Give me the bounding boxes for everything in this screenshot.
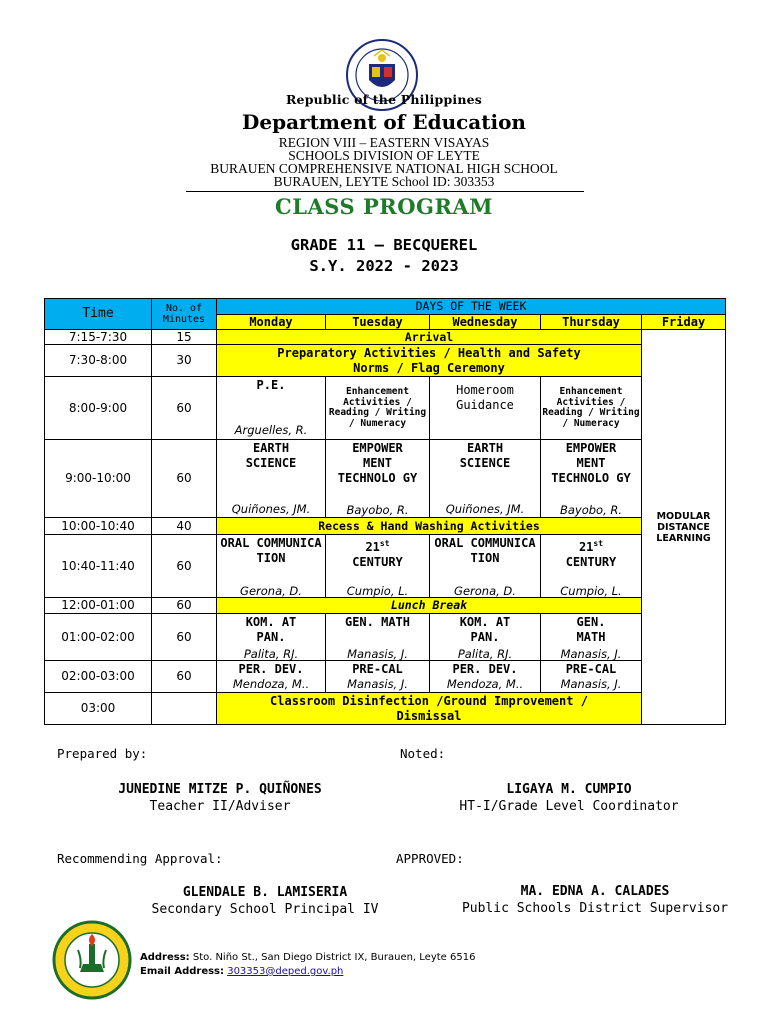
teacher-name: Manasis, J. (560, 646, 622, 661)
time-cell: 10:40-11:40 (45, 535, 152, 598)
grade-section: GRADE 11 – BECQUEREL (290, 236, 478, 254)
header-thursday: Thursday (541, 315, 642, 330)
class-cell (430, 661, 541, 693)
class-cell (430, 440, 541, 518)
approved-name: MA. EDNA A. CALADES (520, 884, 670, 899)
table-row (45, 535, 726, 598)
teacher-name: Gerona, D. (240, 583, 302, 598)
footer-email: Email Address: 303353@deped.gov.ph (140, 966, 344, 977)
activity-arrival: Arrival (217, 330, 642, 345)
time-cell: 01:00-02:00 (45, 614, 152, 661)
time-cell: 7:30-8:00 (45, 345, 152, 377)
approved-position: Public Schools District Supervisor (461, 901, 729, 916)
teacher-name: Bayobo, R. (559, 502, 623, 517)
teacher-name: Palita, RJ. (243, 646, 299, 661)
subject-name: EMPOWER MENT TECHNOLO GY (551, 441, 631, 485)
header-wednesday: Wednesday (430, 315, 541, 330)
table-row (45, 598, 726, 614)
minutes-cell: 60 (152, 661, 217, 693)
school-year: S.Y. 2022 - 2023 (309, 257, 459, 275)
subject-name: PRE-CAL (565, 662, 617, 676)
subject-name: PER. DEV. (238, 662, 304, 676)
noted-label: Noted: (400, 746, 446, 761)
class-cell: Homeroom Guidance (430, 377, 541, 440)
minutes-cell: 60 (152, 440, 217, 518)
table-row (45, 518, 726, 535)
department-heading: Department of Education (242, 110, 526, 134)
time-cell: 03:00 (45, 693, 152, 725)
recommending-name: GLENDALE B. LAMISERIA (182, 885, 348, 900)
table-row (45, 661, 726, 693)
recommending-position: Secondary School Principal IV (151, 902, 379, 917)
noted-by-position: HT-I/Grade Level Coordinator (459, 799, 679, 814)
division-line: SCHOOLS DIVISION OF LEYTE (288, 148, 480, 163)
class-cell (430, 614, 541, 661)
subject-name: 21st CENTURY (565, 539, 617, 569)
class-cell (217, 661, 326, 693)
header-monday: Monday (217, 315, 326, 330)
location-line: BURAUEN, LEYTE School ID: 303353 (273, 174, 495, 189)
time-cell: 10:00-10:40 (45, 518, 152, 535)
header-time: Time (45, 299, 152, 330)
subject-name: P.E. (256, 378, 286, 392)
time-cell: 8:00-9:00 (45, 377, 152, 440)
school-seal-logo (52, 920, 132, 1000)
class-cell (326, 614, 430, 661)
subject-name: EARTH SCIENCE (459, 441, 511, 470)
class-program-title: CLASS PROGRAM (275, 194, 493, 219)
teacher-name: Manasis, J. (560, 677, 622, 691)
class-cell (326, 535, 430, 598)
class-cell (541, 440, 642, 518)
activity-preparatory: Preparatory Activities / Health and Safety Norms / Flag Ceremony (217, 345, 642, 377)
region-line: REGION VIII – EASTERN VISAYAS (278, 135, 490, 150)
time-cell: 7:15-7:30 (45, 330, 152, 345)
header-tuesday: Tuesday (326, 315, 430, 330)
email-link[interactable]: 303353@deped.gov.ph (227, 966, 344, 977)
subject-name: GEN. MATH (576, 615, 606, 644)
prepared-by-position: Teacher II/Adviser (149, 799, 291, 814)
subject-name: GEN. MATH (344, 615, 411, 629)
teacher-name: Manasis, J. (347, 677, 408, 691)
subject-name: ORAL COMMUNICA TION (434, 536, 536, 565)
class-cell (430, 535, 541, 598)
minutes-cell: 60 (152, 614, 217, 661)
subject-name: KOM. AT PAN. (459, 615, 511, 644)
teacher-name: Mendoza, M.. (232, 677, 310, 691)
teacher-name: Palita, RJ. (457, 646, 513, 661)
time-cell: 02:00-03:00 (45, 661, 152, 693)
table-row (45, 614, 726, 661)
class-cell (326, 440, 430, 518)
class-cell (541, 614, 642, 661)
time-cell: 12:00-01:00 (45, 598, 152, 614)
subject-name: ORAL COMMUNICA TION (220, 536, 322, 565)
header-divider (186, 191, 584, 192)
teacher-name: Cumpio, L. (560, 583, 622, 598)
republic-heading: Republic of the Philippines (285, 92, 483, 107)
minutes-cell: 60 (152, 535, 217, 598)
class-cell (217, 535, 326, 598)
teacher-name: Bayobo, R. (346, 502, 409, 517)
teacher-name: Quiñones, JM. (445, 502, 525, 516)
activity-lunch: Lunch Break (217, 598, 642, 614)
class-schedule-table (44, 298, 726, 725)
class-cell (541, 535, 642, 598)
minutes-cell: 60 (152, 377, 217, 440)
footer-address: Address: Sto. Niño St., San Diego District IX, Burauen, Leyte 6516 (140, 952, 476, 963)
subject-name: EARTH SCIENCE (245, 441, 297, 470)
table-row (45, 377, 726, 440)
header-days-of-week: DAYS OF THE WEEK (217, 299, 726, 315)
header-minutes: No. of Minutes (152, 299, 217, 330)
table-row (45, 345, 726, 377)
time-cell: 9:00-10:00 (45, 440, 152, 518)
table-row (45, 693, 726, 725)
minutes-cell: 15 (152, 330, 217, 345)
header-friday: Friday (642, 315, 726, 330)
teacher-name: Mendoza, M.. (446, 677, 524, 691)
minutes-cell: 40 (152, 518, 217, 535)
school-line: BURAUEN COMPREHENSIVE NATIONAL HIGH SCHOOL (210, 161, 558, 176)
table-row (45, 440, 726, 518)
prepared-by-label: Prepared by: (57, 746, 148, 761)
subject-name: PRE-CAL (352, 662, 403, 676)
class-cell (217, 614, 326, 661)
minutes-cell (152, 693, 217, 725)
noted-by-name: LIGAYA M. CUMPIO (506, 782, 632, 797)
teacher-name: Gerona, D. (454, 583, 516, 598)
activity-recess: Recess & Hand Washing Activities (217, 518, 642, 535)
recommending-approval-label: Recommending Approval: (57, 851, 223, 866)
subject-name: 21st CENTURY (352, 539, 403, 569)
minutes-cell: 60 (152, 598, 217, 614)
prepared-by-name: JUNEDINE MITZE P. QUIÑONES (118, 782, 322, 797)
teacher-name: Cumpio, L. (346, 583, 409, 598)
approved-label: APPROVED: (396, 851, 464, 866)
class-cell (217, 440, 326, 518)
teacher-name: Quiñones, JM. (231, 502, 311, 516)
class-cell: Enhancement Activities / Reading / Writing / Numeracy (326, 377, 430, 440)
subject-name: EMPOWER MENT TECHNOLO GY (337, 441, 418, 485)
class-cell: Enhancement Activities / Reading / Writing / Numeracy (541, 377, 642, 440)
class-cell (326, 661, 430, 693)
table-row (45, 330, 726, 345)
teacher-name: Manasis, J. (347, 646, 408, 661)
class-cell (217, 377, 326, 440)
subject-name: PER. DEV. (452, 662, 518, 676)
activity-dismissal: Classroom Disinfection /Ground Improvement / Dismissal (217, 693, 642, 725)
class-cell (541, 661, 642, 693)
friday-modular-learning: MODULAR DISTANCE LEARNING (642, 330, 726, 725)
teacher-name: Arguelles, R. (234, 422, 308, 437)
minutes-cell: 30 (152, 345, 217, 377)
subject-name: KOM. AT PAN. (245, 615, 297, 644)
